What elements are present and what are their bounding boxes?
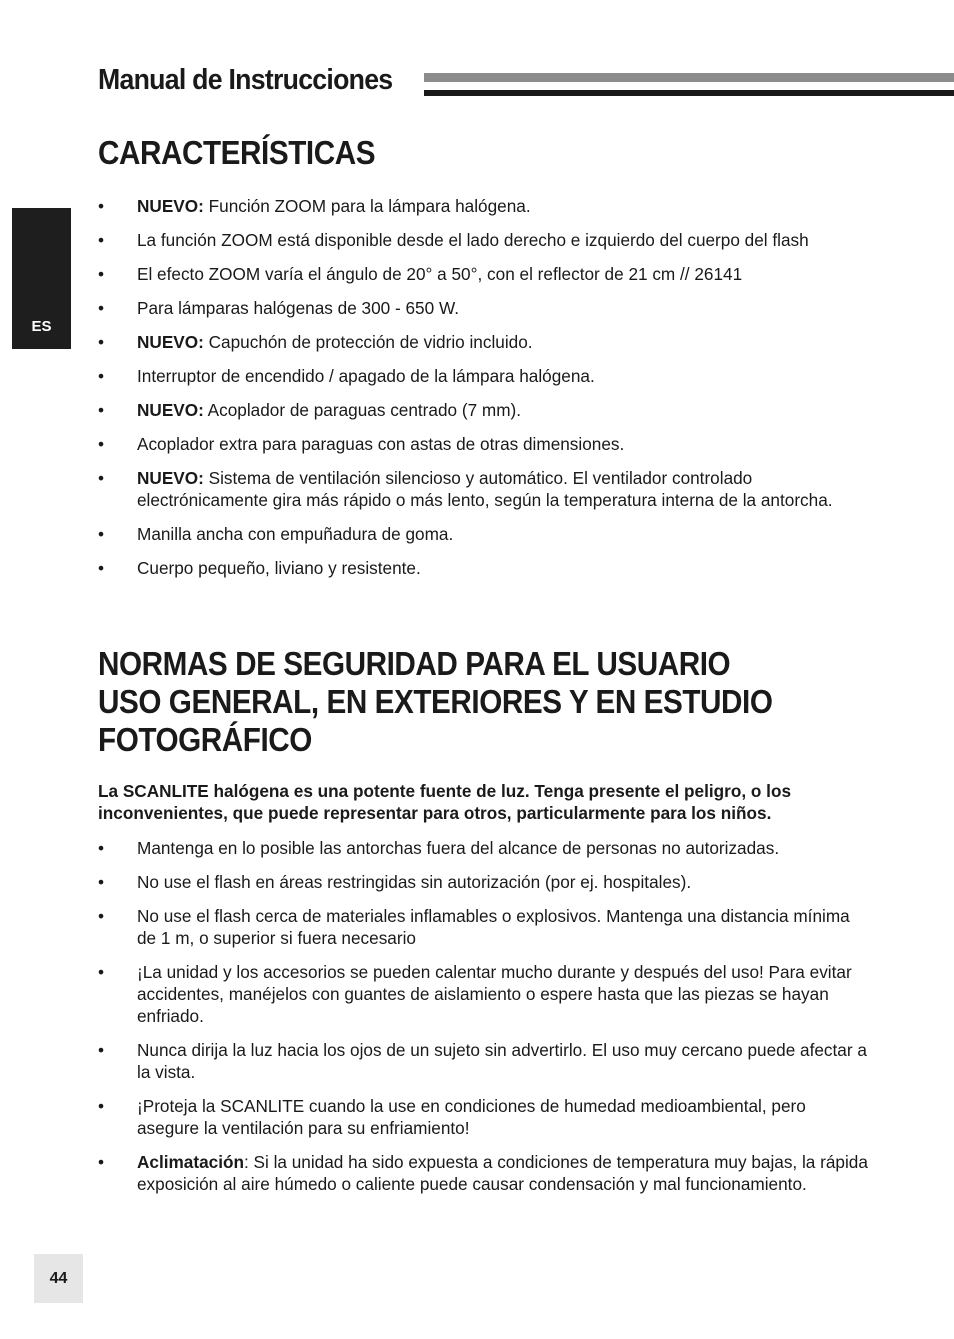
list-item: • NUEVO: Capuchón de protección de vidrio incluido.	[98, 332, 533, 352]
safety-title-line: FOTOGRÁFICO	[98, 721, 312, 758]
list-item: • Aclimatación: Si la unidad ha sido expuesta a condiciones de temperatura muy bajas, la rápida exposición al aire húmedo o caliente puede causar condensación y mal funcionamiento.	[98, 1152, 868, 1194]
list-item: • NUEVO: Función ZOOM para la lámpara halógena.	[98, 196, 531, 216]
features-title: CARACTERÍSTICAS	[98, 134, 376, 171]
list-item: • Nunca dirija la luz hacia los ojos de un sujeto sin advertirlo. El uso muy cercano puede afectar a la vista.	[98, 1040, 867, 1082]
list-item: • Para lámparas halógenas de 300 - 650 W.	[98, 298, 459, 318]
list-item: • Manilla ancha con empuñadura de goma.	[98, 524, 454, 544]
list-item: • ¡Proteja la SCANLITE cuando la use en condiciones de humedad medioambiental, pero asegure la ventilación para su enfriamiento!	[98, 1096, 806, 1138]
list-item: • No use el flash en áreas restringidas sin autorización (por ej. hospitales).	[98, 872, 692, 892]
safety-list	[98, 837, 868, 1207]
safety-title	[98, 645, 772, 759]
header-rule-black	[424, 90, 954, 96]
header-title: Manual de Instrucciones	[98, 64, 393, 96]
page-number	[34, 1254, 83, 1303]
language-tab-label: ES	[31, 318, 52, 335]
safety-intro: La SCANLITE halógena es una potente fuente de luz. Tenga presente el peligro, o los inconvenientes, que puede representar para otros, particularmente para los niños.	[98, 781, 792, 823]
list-item: • No use el flash cerca de materiales inflamables o explosivos. Mantenga una distancia mínima de 1 m, o superior si fuera necesario	[98, 906, 850, 948]
list-item: • La función ZOOM está disponible desde el lado derecho e izquierdo del cuerpo del flash	[98, 230, 809, 250]
page-number-label: 44	[49, 1269, 68, 1287]
list-item: • Interruptor de encendido / apagado de la lámpara halógena.	[98, 366, 595, 386]
list-item: • El efecto ZOOM varía el ángulo de 20° a 50°, con el reflector de 21 cm // 26141	[98, 264, 743, 284]
list-item: • ¡La unidad y los accesorios se pueden calentar mucho durante y después del uso! Para evitar accidentes, manéjelos con guantes de aislamiento o espere hasta que las piezas se hayan enfriado.	[98, 962, 852, 1026]
header-rule-grey	[424, 73, 954, 82]
list-item: • NUEVO: Sistema de ventilación silencioso y automático. El ventilador controlado electrónicamente gira más rápido o más lento, según la temperatura interna de la antorcha.	[98, 468, 833, 510]
list-item: • Cuerpo pequeño, liviano y resistente.	[98, 558, 421, 578]
list-item: • Mantenga en lo posible las antorchas fuera del alcance de personas no autorizadas.	[98, 838, 780, 858]
safety-title-line: NORMAS DE SEGURIDAD PARA EL USUARIO	[98, 645, 731, 682]
safety-title-line: USO GENERAL, EN EXTERIORES Y EN ESTUDIO	[98, 683, 773, 720]
list-item: • NUEVO: Acoplador de paraguas centrado (7 mm).	[98, 400, 522, 420]
language-tab	[12, 208, 71, 349]
features-list	[98, 195, 868, 591]
list-item: • Acoplador extra para paraguas con astas de otras dimensiones.	[98, 434, 625, 454]
